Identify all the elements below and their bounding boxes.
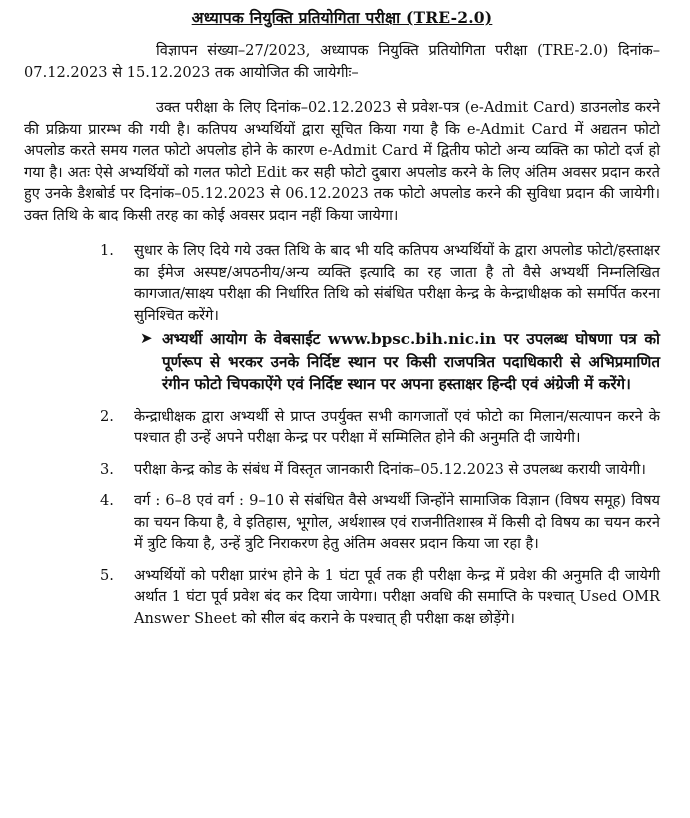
notice-title: अध्यापक नियुक्ति प्रतियोगिता परीक्षा (TRE-2.0) xyxy=(191,8,493,27)
item-body xyxy=(134,565,660,630)
list-item xyxy=(24,240,660,396)
list-item xyxy=(24,565,660,630)
item-body xyxy=(134,406,660,449)
instruction-list xyxy=(24,240,660,629)
sub-point-text: अभ्यर्थी आयोग के वेबसाईट www.bpsc.bih.nic.in पर उपलब्ध घोषणा पत्र को पूर्णरूप से भरकर उनके निर्दिष्ट स्थान पर किसी राजपत्रित पदाधिकारी से अभिप्रमाणित रंगीन फोटो चिपकाऐंगे एवं निर्दिष्ट स्थान पर अपना हस्ताक्षर हिन्दी एवं अंग्रेजी में करेंगे। xyxy=(162,330,660,393)
arrow-bullet-icon: ➤ xyxy=(140,329,153,347)
body-paragraph: उक्त परीक्षा के लिए दिनांक–02.12.2023 से प्रवेश-पत्र (e-Admit Card) डाउनलोड करने की प्रक्रिया प्रारम्भ की गयी है। कतिपय अभ्यर्थियों द्वारा सूचित किया गया है कि e-Admit Card में अद्यतन फोटो अपलोड करते समय गलत फोटो अपलोड होने के कारण e-Admit Card में द्वितीय फोटो अन्य व्यक्ति का फोटो दर्ज हो गया है। अतः ऐसे अभ्यर्थियों को गलत फोटो Edit कर सही फोटो दुबारा अपलोड करने के लिए अंतिम अवसर प्रदान करते हुए उनके डैशबोर्ड पर दिनांक–05.12.2023 से 06.12.2023 तक फोटो अपलोड करने की सुविधा प्रदान की जायेगी। उक्त तिथि के बाद किसी तरह का कोई अवसर प्रदान नहीं किया जायेगा। xyxy=(24,99,660,224)
item-number: 5. xyxy=(100,566,114,584)
item-body xyxy=(134,490,660,555)
item-text: केन्द्राधीक्षक द्वारा अभ्यर्थी से प्राप्त उपर्युक्त सभी कागजातों एवं फोटो का मिलान/सत्यापन करने के पश्चात ही उन्हें अपने परीक्षा केन्द्र पर परीक्षा में सम्मिलित होने की अनुमति दी जायेगी। xyxy=(134,407,660,446)
intro-paragraph: विज्ञापन संख्या–27/2023, अध्यापक नियुक्ति प्रतियोगिता परीक्षा (TRE-2.0) दिनांक– 07.12.2023 से 15.12.2023 तक आयोजित की जायेगीः– xyxy=(24,42,660,81)
sub-point xyxy=(140,328,660,396)
item-number: 4. xyxy=(100,492,114,509)
item-body xyxy=(134,240,660,396)
list-item xyxy=(24,459,660,481)
item-number: 2. xyxy=(100,407,114,425)
list-item xyxy=(24,490,660,555)
item-number: 3. xyxy=(100,460,114,478)
item-text: सुधार के लिए दिये गये उक्त तिथि के बाद भी यदि कतिपय अभ्यर्थियों के द्वारा अपलोड फोटो/हस्ताक्षर का ईमेज अस्पष्ट/अपठनीय/अन्य व्यक्ति इत्यादि का रह जाता है तो वैसे अभ्यर्थी निम्नलिखित कागजात/साक्ष्य परीक्षा की निर्धारित तिथि को संबंधित परीक्षा केन्द्र के केन्द्राधीक्षक को समर्पित करना सुनिश्चित करेंगे। xyxy=(134,242,660,324)
item-text: परीक्षा केन्द्र कोड के संबंध में विस्तृत जानकारी दिनांक–05.12.2023 से उपलब्ध करायी जायेगी। xyxy=(134,460,646,478)
item-body xyxy=(134,459,660,481)
item-number: 1. xyxy=(100,242,114,259)
item-text: अभ्यर्थियों को परीक्षा प्रारंभ होने के 1 घंटा पूर्व तक ही परीक्षा केन्द्र में प्रवेश की अनुमति दी जायेगी अर्थात 1 घंटा पूर्व प्रवेश बंद कर दिया जायेगा। परीक्षा अवधि की समाप्ति के पश्चात् Used OMR Answer Sheet को सील बंद कराने के पश्चात् ही परीक्षा कक्ष छोड़ेंगे। xyxy=(134,566,660,627)
list-item xyxy=(24,406,660,449)
item-text: वर्ग : 6–8 एवं वर्ग : 9–10 से संबंधित वैसे अभ्यर्थी जिन्होंने सामाजिक विज्ञान (विषय समूह) विषय का चयन किया है, वे इतिहास, भूगोल, अर्थशास्त्र एवं राजनीतिशास्त्र में किसी दो विषय का चयन करने में त्रुटि किया है, उन्हें त्रुटि निराकरण हेतु अंतिम अवसर प्रदान किया जा रहा है। xyxy=(134,492,660,552)
